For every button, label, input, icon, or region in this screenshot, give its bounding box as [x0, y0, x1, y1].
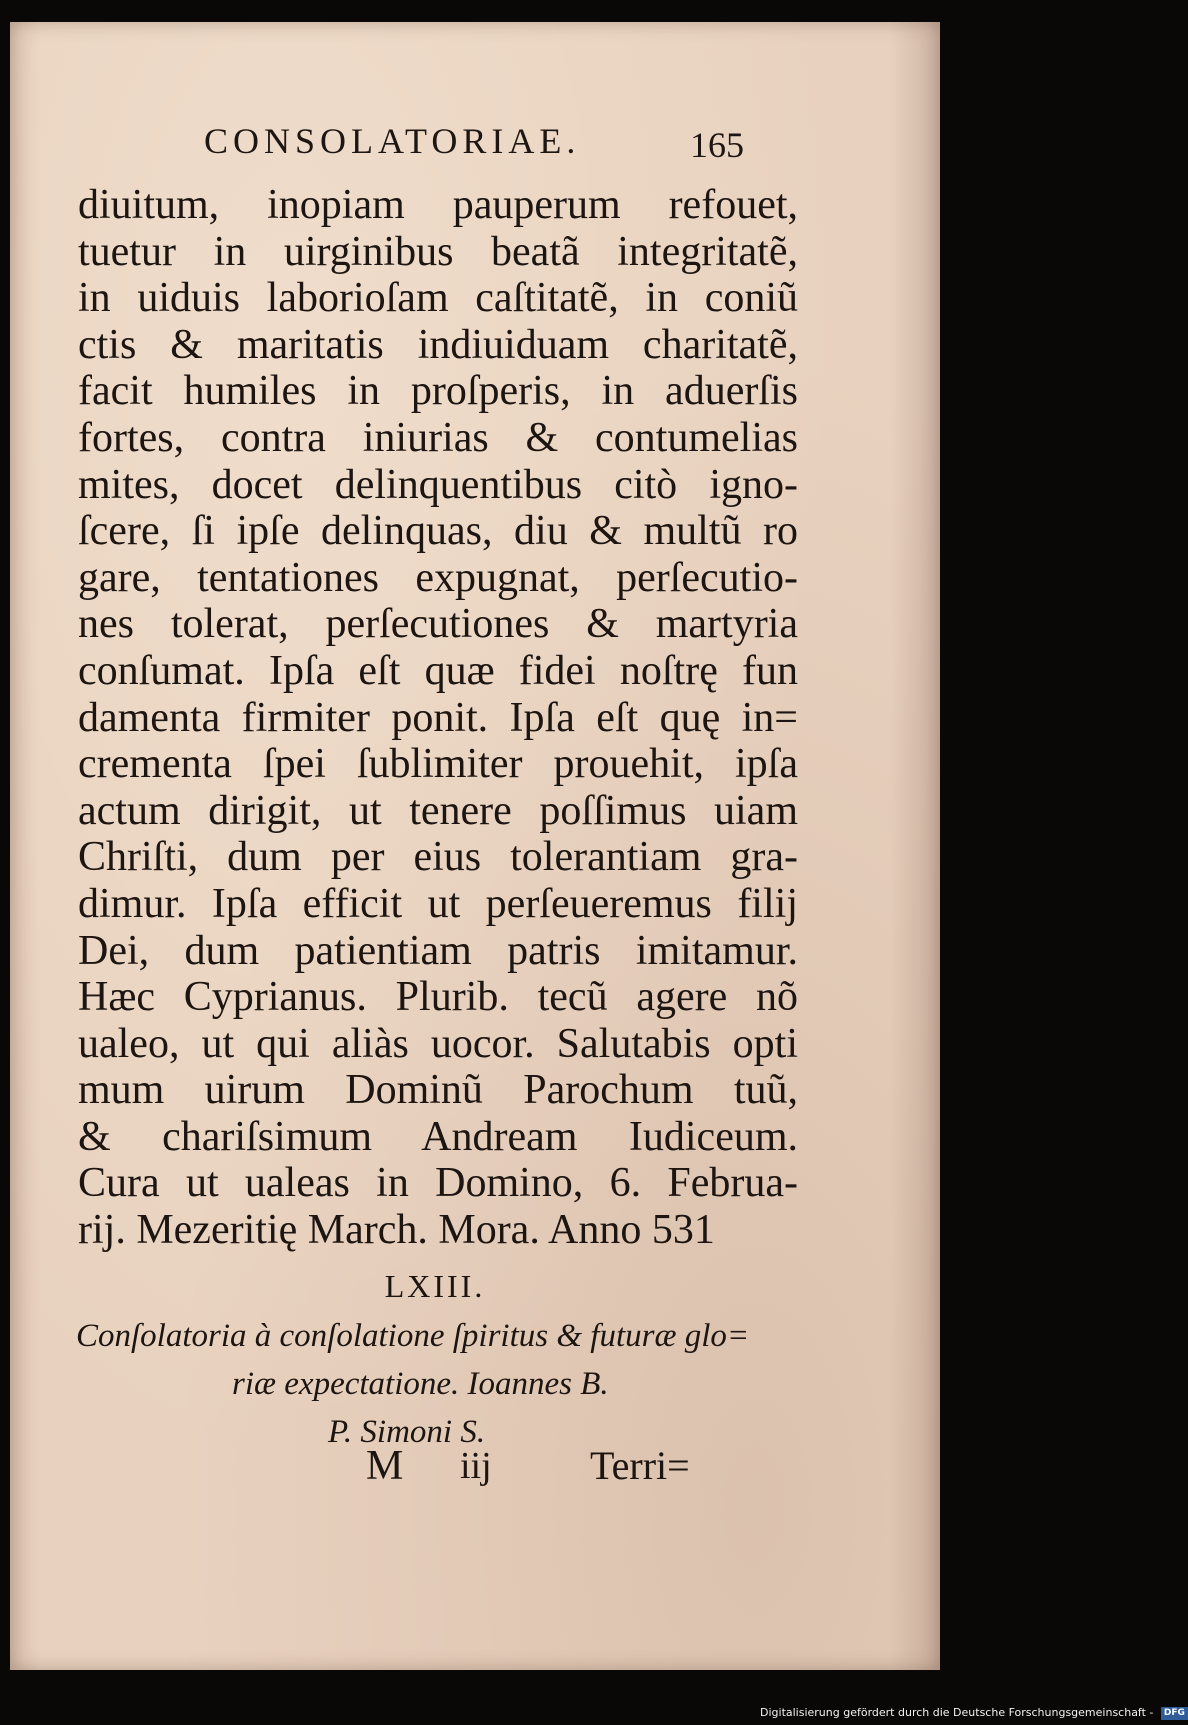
page-number: 165	[690, 125, 744, 165]
text-line: mites, docet delinquentibus citò igno-	[78, 461, 798, 508]
text-line: gare, tentationes expugnat, perſecutio-	[78, 554, 798, 601]
text-line: ſcere, ſi ipſe delinquas, diu & multũ ro	[78, 508, 798, 555]
text-line: in uiduis laborioſam caſtitatẽ, in coniũ	[78, 275, 798, 322]
body-text	[78, 182, 798, 1254]
funding-note	[760, 1706, 1188, 1720]
signature-number: iij	[460, 1445, 492, 1487]
text-line: crementa ſpei ſublimiter prouehit, ipſa	[78, 741, 798, 788]
book-page	[10, 22, 940, 1670]
signature-mark: M	[366, 1443, 404, 1489]
text-line: diuitum, inopiam pauperum refouet,	[78, 182, 798, 228]
text-line: dimur. Ipſa efficit ut perſeueremus filij	[78, 880, 798, 927]
text-line: facit humiles in proſperis, in aduerſis	[78, 368, 798, 415]
page-footer	[366, 1442, 716, 1492]
heading-line: Conſolatoria à conſolatione ſpiritus & futuræ glo=	[76, 1318, 750, 1354]
section-number: LXIII.	[384, 1268, 486, 1304]
catchword: Terri=	[590, 1443, 690, 1488]
text-line: & chariſsimum Andream Iudiceum.	[78, 1113, 798, 1160]
text-line: actum dirigit, ut tenere poſſimus uiam	[78, 787, 798, 834]
text-line: mum uirum Dominũ Parochum tuũ,	[78, 1067, 798, 1114]
text-line: rij. Mezeritię March. Mora. Anno 531	[78, 1207, 715, 1254]
dfg-logo-icon: DFG	[1161, 1707, 1188, 1720]
text-line: fortes, contra iniurias & contumelias	[78, 414, 798, 461]
heading-line: riæ expectatione. Ioannes B.	[232, 1366, 609, 1402]
text-line: tuetur in uirginibus beatã integritatẽ,	[78, 228, 798, 275]
text-line: nes tolerat, perſecutiones & martyria	[78, 601, 798, 648]
text-line: Dei, dum patientiam patris imitamur.	[78, 927, 798, 974]
text-line: damenta firmiter ponit. Ipſa eſt quę in=	[78, 694, 798, 741]
text-line: ualeo, ut qui aliàs uocor. Salutabis opti	[78, 1020, 798, 1067]
letter-heading	[76, 1312, 756, 1456]
text-line: Cura ut ualeas in Domino, 6. Februa-	[78, 1160, 798, 1207]
text-line: Chriſti, dum per eius tolerantiam gra-	[78, 834, 798, 881]
heading-line: P. Simoni S.	[328, 1414, 486, 1450]
funding-note-text: Digitalisierung gefördert durch die Deutsche Forschungsgemeinschaft -	[760, 1706, 1154, 1719]
text-line: Hæc Cyprianus. Plurib. tecũ agere nõ	[78, 974, 798, 1021]
text-line: ctis & maritatis indiuiduam charitatẽ,	[78, 321, 798, 368]
running-title: CONSOLATORIAE.	[204, 121, 581, 161]
text-line: conſumat. Ipſa eſt quæ fidei noſtrę fun	[78, 647, 798, 694]
